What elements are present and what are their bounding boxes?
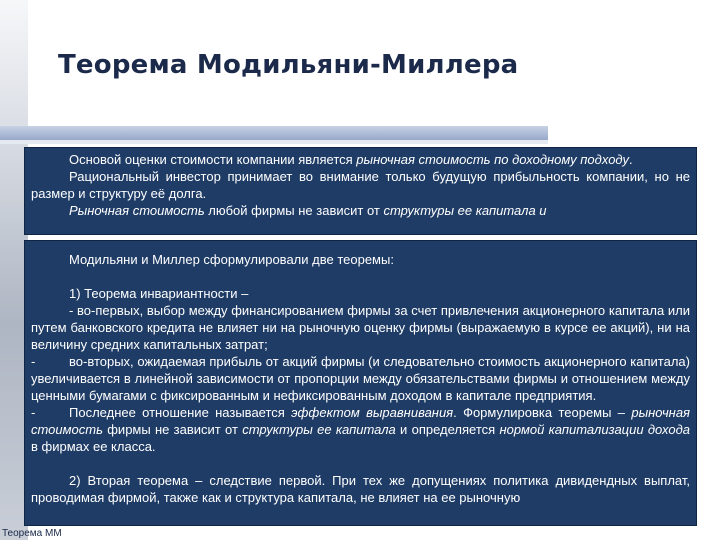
summary-p3-emphasis-2: структуры ее капитала и [383,203,547,218]
theorem-1-point-2 [31,353,690,404]
summary-paragraph-2: Рациональный инвестор принимает во внимание только будущую прибыльность компании, но не размер и структуру её долга. [31,169,690,201]
text-run: в фирмах ее класса. [31,439,156,454]
summary-text-panel [24,147,697,235]
summary-p3-emphasis-1: Рыночная стоимость [69,203,205,218]
bullet-dash: - [31,405,36,420]
text-run: . Формулировка теоремы – [453,405,632,420]
emphasis-run: рыночная стоимость [31,405,690,437]
summary-p1-text: Основой оценки стоимости компании является [69,152,357,167]
emphasis-run: эффектом выравнивания [291,405,454,420]
theorems-intro: Модильяни и Миллер сформулировали две теоремы: [69,252,394,267]
text-run: Последнее отношение называется [69,405,292,420]
text-run: и определяется [395,422,500,437]
theorems-text-panel [24,240,697,526]
theorem-1-point-2-text: во-вторых, ожидаемая прибыль от акций фирмы (и следовательно стоимость акционерного капитала) увеличивается в линейной зависимости от пропорции между обязательствами фирмы и отношением между ценными бумагами с фиксированным и нефиксированным доходом в капитале предприятия. [31,354,690,403]
title-underline-shadow [0,140,548,144]
summary-p3-text: любой фирмы не зависит от [204,203,384,218]
title-underline-bar [0,126,548,140]
summary-paragraph-3 [31,202,690,219]
text-run: фирмы не зависит от [102,422,243,437]
theorem-2-text: 2) Вторая теорема – следствие первой. При тех же допущениях политика дивидендных выплат, проводимая фирмой, также как и структура капитала, не влияет на ее рыночную [31,473,690,505]
theorem-1-heading: 1) Теорема инвариантности – [69,286,249,301]
slide-footer: Теорема ММ [2,528,62,539]
summary-p1-emphasis: рыночная стоимость по доходному подходу [356,152,629,167]
theorem-1-point-1: - во-первых, выбор между финансированием фирмы за счет привлечения акционерного капитала или путем банковского кредита не влияет ни на рыночную оценку фирмы (выражаемую в курсе ее акций), ни на величину средних капитальных затрат; [31,303,690,352]
emphasis-run: нормой капитализации дохода [499,422,690,437]
theorem-1-point-3 [31,404,690,455]
bullet-dash: - [31,354,36,369]
summary-paragraph-1 [31,151,690,168]
emphasis-run: структуры ее капитала [242,422,396,437]
summary-p1-end: . [628,152,633,167]
slide-title: Теорема Модильяни-Миллера [58,50,519,80]
